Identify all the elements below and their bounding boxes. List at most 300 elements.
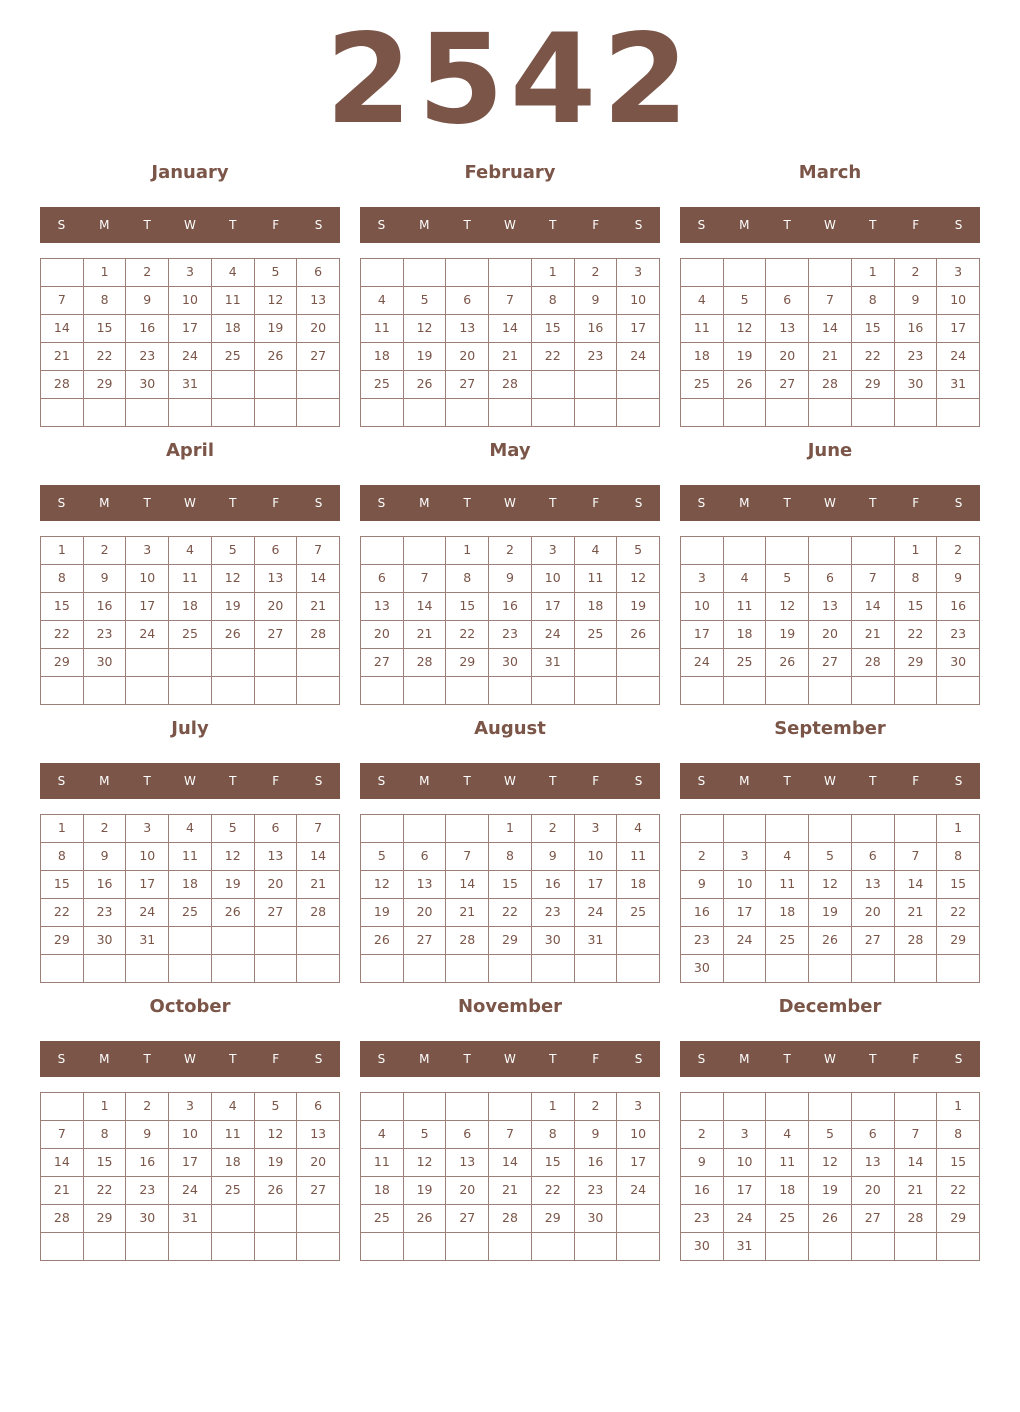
- weekday-label: W: [824, 496, 836, 510]
- day-cell: 10: [617, 1121, 660, 1149]
- day-cell: 17: [617, 1149, 660, 1177]
- day-cell: 6: [255, 815, 298, 843]
- weekday-label: M: [419, 218, 430, 232]
- day-cell: 4: [681, 287, 724, 315]
- day-cell: 9: [489, 565, 532, 593]
- day-cell: 5: [361, 843, 404, 871]
- empty-day-cell: [404, 815, 447, 843]
- empty-day-cell: [852, 677, 895, 705]
- empty-day-cell: [937, 1233, 980, 1261]
- empty-day-cell: [84, 399, 127, 427]
- day-cell: 24: [575, 899, 618, 927]
- day-cell: 23: [575, 1177, 618, 1205]
- day-cell: 8: [852, 287, 895, 315]
- month-name: November: [457, 996, 563, 1017]
- day-cell: 9: [895, 287, 938, 315]
- empty-day-cell: [575, 677, 618, 705]
- day-cell: 15: [532, 1149, 575, 1177]
- day-cell: 14: [895, 871, 938, 899]
- day-cell: 28: [895, 1205, 938, 1233]
- day-cell: 10: [617, 287, 660, 315]
- empty-day-cell: [212, 927, 255, 955]
- day-cell: 22: [852, 343, 895, 371]
- day-cell: 16: [126, 1149, 169, 1177]
- weekday-label: M: [99, 774, 110, 788]
- day-cell: 13: [852, 1149, 895, 1177]
- day-cell: 31: [169, 1205, 212, 1233]
- empty-day-cell: [766, 537, 809, 565]
- day-cell: 10: [126, 843, 169, 871]
- day-cell: 24: [126, 621, 169, 649]
- empty-day-cell: [255, 677, 298, 705]
- day-cell: 18: [169, 593, 212, 621]
- day-cell: 19: [809, 899, 852, 927]
- empty-day-cell: [255, 1205, 298, 1233]
- day-cell: 5: [766, 565, 809, 593]
- day-cell: 17: [126, 593, 169, 621]
- day-cell: 31: [937, 371, 980, 399]
- day-cell: 6: [297, 259, 340, 287]
- day-cell: 9: [681, 1149, 724, 1177]
- month-may: [360, 428, 660, 706]
- day-cell: 17: [532, 593, 575, 621]
- day-cell: 13: [446, 1149, 489, 1177]
- day-cell: 2: [681, 843, 724, 871]
- empty-day-cell: [532, 371, 575, 399]
- month-february: [360, 150, 660, 428]
- day-cell: 14: [404, 593, 447, 621]
- day-cell: 11: [724, 593, 767, 621]
- empty-day-cell: [766, 815, 809, 843]
- day-cell: 30: [126, 1205, 169, 1233]
- weekday-label: F: [592, 496, 600, 510]
- day-cell: 25: [212, 1177, 255, 1205]
- month-august: [360, 706, 660, 984]
- day-cell: 27: [404, 927, 447, 955]
- day-cell: 25: [766, 1205, 809, 1233]
- day-cell: 3: [575, 815, 618, 843]
- day-cell: 23: [895, 343, 938, 371]
- weekday-label: M: [739, 774, 750, 788]
- weekday-header: [360, 485, 660, 521]
- empty-day-cell: [212, 1205, 255, 1233]
- day-cell: 3: [532, 537, 575, 565]
- day-cell: 10: [681, 593, 724, 621]
- day-cell: 5: [404, 287, 447, 315]
- empty-day-cell: [766, 955, 809, 983]
- weekday-header: [40, 763, 340, 799]
- day-cell: 11: [212, 1121, 255, 1149]
- weekday-label: T: [549, 496, 557, 510]
- day-cell: 15: [41, 871, 84, 899]
- empty-day-cell: [84, 677, 127, 705]
- month-june: [680, 428, 980, 706]
- empty-day-cell: [681, 1093, 724, 1121]
- day-cell: 27: [852, 927, 895, 955]
- day-cell: 11: [169, 843, 212, 871]
- day-cell: 25: [575, 621, 618, 649]
- empty-day-cell: [255, 649, 298, 677]
- day-cell: 14: [446, 871, 489, 899]
- day-grid: [360, 258, 660, 427]
- year-title: 2542: [325, 8, 695, 152]
- day-cell: 13: [766, 315, 809, 343]
- day-cell: 2: [532, 815, 575, 843]
- empty-day-cell: [532, 1233, 575, 1261]
- weekday-label: T: [783, 218, 791, 232]
- day-cell: 19: [404, 1177, 447, 1205]
- day-cell: 29: [446, 649, 489, 677]
- weekday-label: W: [504, 1052, 516, 1066]
- day-cell: 6: [852, 843, 895, 871]
- weekday-label: S: [377, 496, 386, 510]
- weekday-label: F: [912, 1052, 920, 1066]
- day-cell: 16: [681, 899, 724, 927]
- weekday-label: S: [314, 218, 323, 232]
- empty-day-cell: [361, 259, 404, 287]
- day-cell: 5: [212, 537, 255, 565]
- day-cell: 22: [41, 899, 84, 927]
- day-cell: 28: [446, 927, 489, 955]
- day-cell: 9: [681, 871, 724, 899]
- day-grid: [360, 814, 660, 983]
- day-cell: 30: [895, 371, 938, 399]
- weekday-label: F: [912, 496, 920, 510]
- weekday-label: S: [377, 774, 386, 788]
- day-cell: 15: [937, 1149, 980, 1177]
- day-cell: 19: [724, 343, 767, 371]
- day-cell: 21: [852, 621, 895, 649]
- day-cell: 10: [126, 565, 169, 593]
- day-cell: 23: [84, 621, 127, 649]
- empty-day-cell: [532, 955, 575, 983]
- weekday-label: T: [463, 218, 471, 232]
- month-name: July: [171, 718, 209, 739]
- weekday-label: T: [143, 496, 151, 510]
- empty-day-cell: [809, 815, 852, 843]
- day-cell: 29: [852, 371, 895, 399]
- day-cell: 22: [446, 621, 489, 649]
- day-cell: 8: [41, 843, 84, 871]
- weekday-label: T: [229, 218, 237, 232]
- day-cell: 28: [41, 1205, 84, 1233]
- day-cell: 6: [809, 565, 852, 593]
- day-cell: 18: [212, 1149, 255, 1177]
- weekday-header: [680, 485, 980, 521]
- empty-day-cell: [937, 677, 980, 705]
- day-cell: 5: [404, 1121, 447, 1149]
- empty-day-cell: [41, 955, 84, 983]
- month-july: [40, 706, 340, 984]
- day-cell: 25: [361, 1205, 404, 1233]
- day-cell: 17: [681, 621, 724, 649]
- empty-day-cell: [575, 1233, 618, 1261]
- day-cell: 3: [617, 1093, 660, 1121]
- empty-day-cell: [404, 1093, 447, 1121]
- empty-day-cell: [126, 1233, 169, 1261]
- day-cell: 14: [41, 315, 84, 343]
- day-cell: 15: [852, 315, 895, 343]
- day-cell: 4: [361, 1121, 404, 1149]
- day-cell: 17: [575, 871, 618, 899]
- day-cell: 21: [895, 1177, 938, 1205]
- day-cell: 22: [532, 1177, 575, 1205]
- day-cell: 17: [169, 315, 212, 343]
- day-cell: 17: [937, 315, 980, 343]
- day-cell: 27: [446, 371, 489, 399]
- weekday-label: T: [549, 774, 557, 788]
- day-cell: 8: [937, 1121, 980, 1149]
- day-cell: 12: [404, 1149, 447, 1177]
- day-cell: 22: [41, 621, 84, 649]
- day-cell: 26: [255, 343, 298, 371]
- day-cell: 5: [724, 287, 767, 315]
- day-cell: 25: [361, 371, 404, 399]
- weekday-label: W: [184, 218, 196, 232]
- day-cell: 12: [809, 871, 852, 899]
- empty-day-cell: [809, 259, 852, 287]
- weekday-label: T: [549, 1052, 557, 1066]
- empty-day-cell: [724, 677, 767, 705]
- empty-day-cell: [126, 649, 169, 677]
- empty-day-cell: [297, 399, 340, 427]
- month-name: September: [774, 718, 886, 739]
- day-cell: 9: [126, 287, 169, 315]
- day-cell: 13: [446, 315, 489, 343]
- empty-day-cell: [446, 259, 489, 287]
- day-cell: 19: [255, 315, 298, 343]
- weekday-label: T: [869, 1052, 877, 1066]
- day-grid: [40, 1092, 340, 1261]
- day-cell: 9: [126, 1121, 169, 1149]
- weekday-header: [680, 763, 980, 799]
- day-cell: 2: [84, 815, 127, 843]
- day-cell: 5: [255, 1093, 298, 1121]
- day-cell: 2: [575, 1093, 618, 1121]
- empty-day-cell: [212, 371, 255, 399]
- empty-day-cell: [617, 927, 660, 955]
- day-cell: 5: [212, 815, 255, 843]
- month-name: January: [151, 162, 229, 183]
- day-cell: 12: [809, 1149, 852, 1177]
- day-cell: 3: [617, 259, 660, 287]
- empty-day-cell: [404, 259, 447, 287]
- empty-day-cell: [852, 815, 895, 843]
- weekday-label: T: [463, 774, 471, 788]
- empty-day-cell: [766, 259, 809, 287]
- weekday-label: F: [592, 774, 600, 788]
- day-cell: 16: [575, 315, 618, 343]
- day-cell: 25: [724, 649, 767, 677]
- empty-day-cell: [724, 259, 767, 287]
- empty-day-cell: [297, 1233, 340, 1261]
- day-cell: 10: [169, 287, 212, 315]
- day-cell: 8: [895, 565, 938, 593]
- weekday-label: T: [869, 774, 877, 788]
- day-cell: 3: [126, 537, 169, 565]
- weekday-label: S: [954, 218, 963, 232]
- day-cell: 11: [361, 1149, 404, 1177]
- month-name: February: [464, 162, 556, 183]
- day-cell: 28: [489, 1205, 532, 1233]
- day-cell: 13: [255, 843, 298, 871]
- empty-day-cell: [84, 955, 127, 983]
- day-cell: 11: [766, 1149, 809, 1177]
- empty-day-cell: [852, 1093, 895, 1121]
- day-cell: 4: [617, 815, 660, 843]
- weekday-label: F: [912, 774, 920, 788]
- month-december: [680, 984, 980, 1262]
- day-cell: 15: [895, 593, 938, 621]
- day-cell: 9: [575, 287, 618, 315]
- day-cell: 16: [126, 315, 169, 343]
- empty-day-cell: [297, 649, 340, 677]
- weekday-label: W: [504, 774, 516, 788]
- day-cell: 6: [766, 287, 809, 315]
- day-cell: 15: [937, 871, 980, 899]
- day-cell: 28: [297, 621, 340, 649]
- day-cell: 21: [489, 343, 532, 371]
- empty-day-cell: [361, 1233, 404, 1261]
- day-cell: 3: [681, 565, 724, 593]
- empty-day-cell: [617, 677, 660, 705]
- day-cell: 28: [895, 927, 938, 955]
- empty-day-cell: [404, 1233, 447, 1261]
- empty-day-cell: [766, 1093, 809, 1121]
- weekday-label: T: [869, 218, 877, 232]
- day-cell: 29: [41, 927, 84, 955]
- empty-day-cell: [41, 1093, 84, 1121]
- day-cell: 31: [724, 1233, 767, 1261]
- day-cell: 1: [895, 537, 938, 565]
- day-grid: [680, 536, 980, 705]
- empty-day-cell: [681, 815, 724, 843]
- empty-day-cell: [126, 677, 169, 705]
- day-grid: [680, 258, 980, 427]
- empty-day-cell: [532, 677, 575, 705]
- empty-day-cell: [297, 677, 340, 705]
- empty-day-cell: [809, 955, 852, 983]
- day-cell: 18: [361, 343, 404, 371]
- day-grid: [360, 1092, 660, 1261]
- day-cell: 26: [724, 371, 767, 399]
- empty-day-cell: [681, 399, 724, 427]
- day-cell: 21: [297, 593, 340, 621]
- weekday-label: F: [272, 774, 280, 788]
- day-cell: 24: [937, 343, 980, 371]
- day-cell: 14: [852, 593, 895, 621]
- empty-day-cell: [212, 649, 255, 677]
- day-cell: 18: [766, 899, 809, 927]
- day-cell: 26: [404, 371, 447, 399]
- day-cell: 7: [489, 287, 532, 315]
- day-cell: 3: [169, 1093, 212, 1121]
- day-cell: 30: [84, 927, 127, 955]
- day-cell: 25: [212, 343, 255, 371]
- empty-day-cell: [724, 399, 767, 427]
- day-cell: 11: [212, 287, 255, 315]
- day-cell: 12: [255, 287, 298, 315]
- empty-day-cell: [41, 677, 84, 705]
- day-cell: 13: [852, 871, 895, 899]
- day-cell: 29: [41, 649, 84, 677]
- empty-day-cell: [489, 1233, 532, 1261]
- day-cell: 14: [489, 1149, 532, 1177]
- day-cell: 7: [895, 1121, 938, 1149]
- weekday-label: S: [57, 218, 66, 232]
- day-cell: 21: [41, 343, 84, 371]
- day-cell: 19: [766, 621, 809, 649]
- weekday-label: S: [954, 496, 963, 510]
- day-cell: 2: [126, 1093, 169, 1121]
- empty-day-cell: [169, 677, 212, 705]
- weekday-label: M: [419, 496, 430, 510]
- empty-day-cell: [895, 955, 938, 983]
- empty-day-cell: [937, 955, 980, 983]
- day-cell: 10: [724, 1149, 767, 1177]
- day-cell: 17: [724, 899, 767, 927]
- day-cell: 2: [681, 1121, 724, 1149]
- day-cell: 28: [489, 371, 532, 399]
- day-cell: 23: [84, 899, 127, 927]
- day-cell: 13: [361, 593, 404, 621]
- day-cell: 2: [937, 537, 980, 565]
- month-name: March: [798, 162, 862, 183]
- weekday-header: [40, 1041, 340, 1077]
- empty-day-cell: [617, 371, 660, 399]
- day-cell: 24: [532, 621, 575, 649]
- day-cell: 25: [681, 371, 724, 399]
- day-cell: 21: [404, 621, 447, 649]
- empty-day-cell: [852, 399, 895, 427]
- empty-day-cell: [895, 399, 938, 427]
- weekday-label: W: [184, 496, 196, 510]
- weekday-label: S: [954, 1052, 963, 1066]
- empty-day-cell: [361, 677, 404, 705]
- weekday-label: F: [592, 218, 600, 232]
- day-cell: 26: [212, 899, 255, 927]
- day-cell: 26: [404, 1205, 447, 1233]
- day-cell: 21: [489, 1177, 532, 1205]
- weekday-header: [40, 485, 340, 521]
- day-cell: 21: [41, 1177, 84, 1205]
- empty-day-cell: [41, 399, 84, 427]
- weekday-label: M: [99, 218, 110, 232]
- empty-day-cell: [617, 1205, 660, 1233]
- weekday-header: [680, 1041, 980, 1077]
- weekday-label: T: [783, 496, 791, 510]
- weekday-label: M: [99, 1052, 110, 1066]
- empty-day-cell: [852, 537, 895, 565]
- empty-day-cell: [852, 1233, 895, 1261]
- month-name: December: [778, 996, 882, 1017]
- empty-day-cell: [126, 399, 169, 427]
- day-cell: 26: [809, 1205, 852, 1233]
- day-grid: [40, 536, 340, 705]
- empty-day-cell: [446, 815, 489, 843]
- day-cell: 23: [681, 927, 724, 955]
- day-cell: 16: [84, 871, 127, 899]
- day-cell: 30: [937, 649, 980, 677]
- weekday-label: M: [739, 496, 750, 510]
- day-cell: 16: [681, 1177, 724, 1205]
- day-cell: 23: [575, 343, 618, 371]
- day-cell: 11: [681, 315, 724, 343]
- weekday-label: F: [272, 1052, 280, 1066]
- day-cell: 6: [446, 1121, 489, 1149]
- day-cell: 16: [937, 593, 980, 621]
- empty-day-cell: [446, 1233, 489, 1261]
